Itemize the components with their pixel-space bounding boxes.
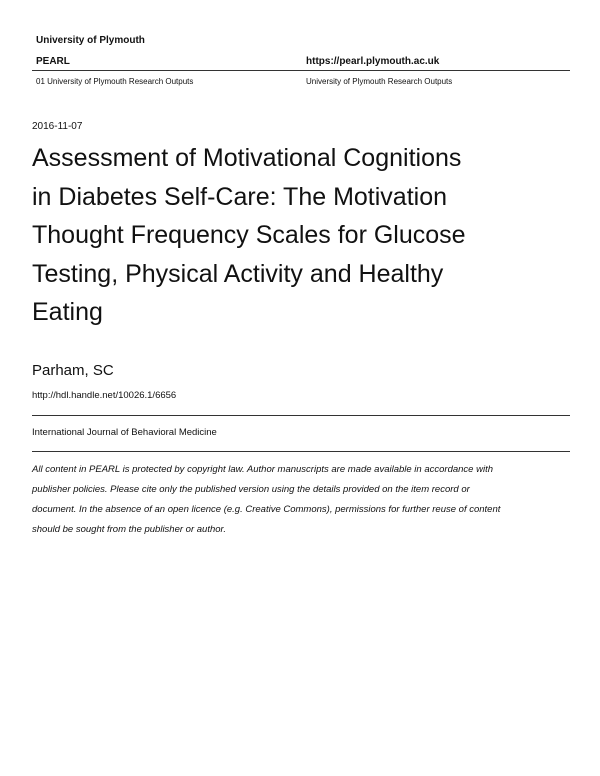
collection-right-label: University of Plymouth Research Outputs: [306, 77, 453, 86]
handle-link[interactable]: http://hdl.handle.net/10026.1/6656: [32, 390, 177, 401]
title-line: Testing, Physical Activity and Healthy: [32, 259, 444, 288]
notice-line: All content in PEARL is protected by copyright law. Author manuscripts are made available in accordance with: [32, 464, 493, 475]
title-line: Thought Frequency Scales for Glucose: [32, 221, 466, 249]
document-title: [32, 139, 502, 332]
title-line: Assessment of Motivational Cognitions: [32, 144, 462, 172]
section-divider: [32, 415, 570, 416]
notice-line: publisher policies. Please cite only the published version using the details provided on the item record or: [32, 484, 470, 495]
repository-url-link[interactable]: https://pearl.plymouth.ac.uk: [306, 56, 440, 67]
notice-line: document. In the absence of an open licence (e.g. Creative Commons), permissions for further reuse of content: [32, 504, 501, 515]
journal-name: International Journal of Behavioral Medicine: [32, 427, 217, 438]
copyright-notice: [32, 460, 572, 540]
publication-date: 2016-11-07: [32, 121, 83, 132]
header-divider: [32, 70, 570, 71]
collection-left-label: 01 University of Plymouth Research Outputs: [36, 77, 194, 86]
institution-name: University of Plymouth: [36, 35, 145, 46]
notice-line: should be sought from the publisher or author.: [32, 524, 226, 535]
section-divider: [32, 451, 570, 452]
author-name: Parham, SC: [32, 362, 114, 379]
title-line: Eating: [32, 298, 103, 326]
title-line: in Diabetes Self-Care: The Motivation: [32, 182, 448, 211]
repository-label: PEARL: [36, 56, 70, 67]
